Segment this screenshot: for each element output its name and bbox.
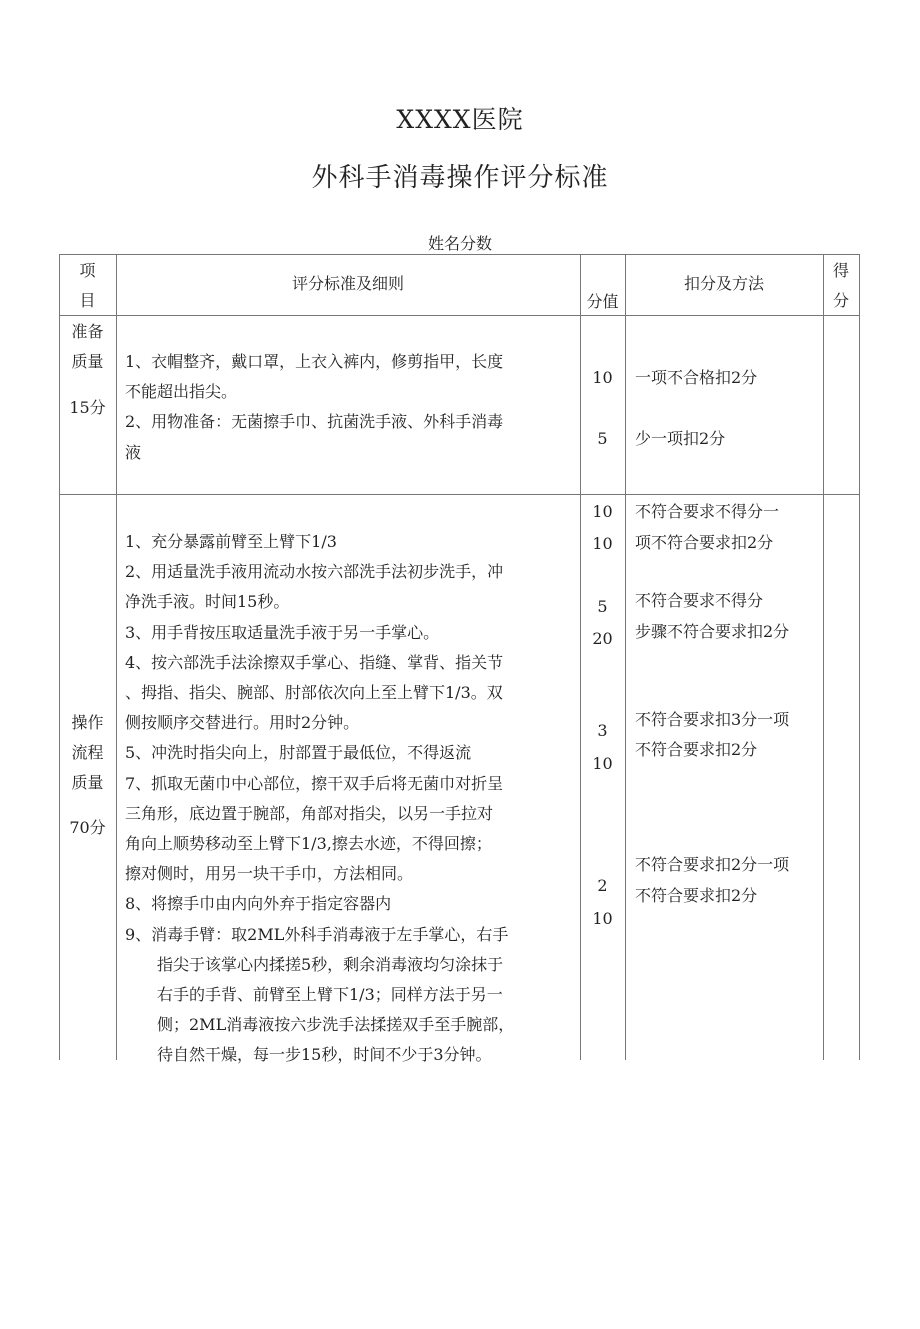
section1-criteria: 1、衣帽整齐，戴口罩，上衣入裤内，修剪指甲，长度 不能超出指尖。 2、用物准备：无菌擦手巾、抗菌洗手液、外科手消毒 液 — [125, 352, 504, 462]
criteria-line: 三角形，底边置于腕部，角部对指尖，以另一手拉对 — [125, 803, 494, 823]
section2-item: 操作 流程 质量 70分 — [69, 713, 106, 837]
criteria-line: 、拇指、指尖、腕部、肘部依次向上至上臂下1/3。双 — [125, 683, 503, 703]
section2-value: 10 — [592, 909, 613, 928]
header-item: 项 目 — [79, 261, 96, 310]
header-deduct: 扣分及方法 — [683, 274, 764, 293]
criteria-line: 擦对侧时，用另一块干手巾，方法相同。 — [125, 864, 414, 884]
section2-deduct: 不符合要求扣2分 — [635, 886, 758, 905]
section2-value: 10 — [592, 502, 613, 521]
header-value: 分值 — [586, 292, 619, 311]
criteria-line: 净洗手液。时间15秒。 — [125, 592, 290, 612]
section2-value: 2 — [597, 876, 608, 895]
header-criteria: 评分标准及细则 — [291, 274, 404, 293]
criteria-line: 侧；2ML消毒液按六步洗手法揉搓双手至手腕部， — [157, 1015, 515, 1035]
col-line-3 — [625, 254, 626, 1060]
section2-deduct: 不符合要求扣2分 — [635, 740, 758, 759]
criteria-line: 3、用手背按压取适量洗手液于另一手掌心。 — [125, 622, 440, 642]
table-border-top — [59, 254, 860, 255]
criteria-line: 待自然干燥，每一步15秒，时间不少于3分钟。 — [157, 1045, 492, 1065]
criteria-line: 5、冲洗时指尖向上，肘部置于最低位，不得返流 — [125, 743, 472, 763]
section1-deduct-2: 少一项扣2分 — [635, 429, 726, 448]
section2-value: 3 — [597, 721, 608, 740]
section1-item: 准备 质量 15分 — [69, 322, 106, 417]
section2-value: 5 — [597, 597, 608, 616]
section2-value: 10 — [592, 534, 613, 553]
document-title: 外科手消毒操作评分标准 — [311, 163, 609, 193]
section2-deduct: 不符合要求扣3分一项 — [635, 710, 790, 729]
criteria-line: 1、充分暴露前臂至上臂下1/3 — [125, 532, 337, 551]
header-divider — [59, 315, 860, 316]
criteria-line: 8、将擦手巾由内向外弃于指定容器内 — [125, 894, 392, 914]
criteria-line: 7、抓取无菌巾中心部位，擦干双手后将无菌巾对折呈 — [125, 773, 504, 793]
criteria-line: 4、按六部洗手法涂擦双手掌心、指缝、掌背、指关节 — [125, 652, 504, 672]
criteria-line: 角向上顺势移动至上臂下1/3,擦去水迹，不得回擦； — [125, 834, 492, 854]
section2-deduct: 步骤不符合要求扣2分 — [635, 622, 790, 641]
section2-deduct: 不符合要求不得分 — [635, 591, 764, 610]
criteria-line: 指尖于该掌心内揉搓5秒，剩余消毒液均匀涂抹于 — [157, 954, 504, 974]
criteria-line: 右手的手背、前臂至上臂下1/3；同样方法于另一 — [157, 985, 503, 1005]
criteria-line: 侧按顺序交替进行。用时2分钟。 — [125, 713, 360, 733]
col-line-4 — [823, 254, 824, 1060]
hospital-name: XXXX医院 — [396, 105, 524, 134]
name-score-line: 姓名分数 — [427, 234, 492, 253]
col-line-1 — [116, 254, 117, 1060]
section2-deduct: 不符合要求不得分一 — [635, 502, 780, 521]
criteria-line: 2、用适量洗手液用流动水按六部洗手法初步洗手，冲 — [125, 562, 504, 582]
section1-value-1: 10 — [592, 368, 613, 387]
section2-value: 20 — [592, 629, 613, 648]
col-line-5 — [859, 254, 860, 1060]
section2-value: 10 — [592, 754, 613, 773]
section2-deduct: 项不符合要求扣2分 — [635, 533, 774, 552]
section1-value-2: 5 — [597, 429, 608, 448]
section2-deduct: 不符合要求扣2分一项 — [635, 855, 790, 874]
scoring-table — [59, 254, 860, 1065]
header-score: 得 分 — [832, 261, 849, 310]
section-divider — [59, 494, 860, 495]
section1-deduct-1: 一项不合格扣2分 — [635, 368, 758, 387]
criteria-line: 9、消毒手臂：取2ML外科手消毒液于左手掌心，右手 — [125, 924, 509, 944]
section2-criteria — [125, 527, 580, 1071]
